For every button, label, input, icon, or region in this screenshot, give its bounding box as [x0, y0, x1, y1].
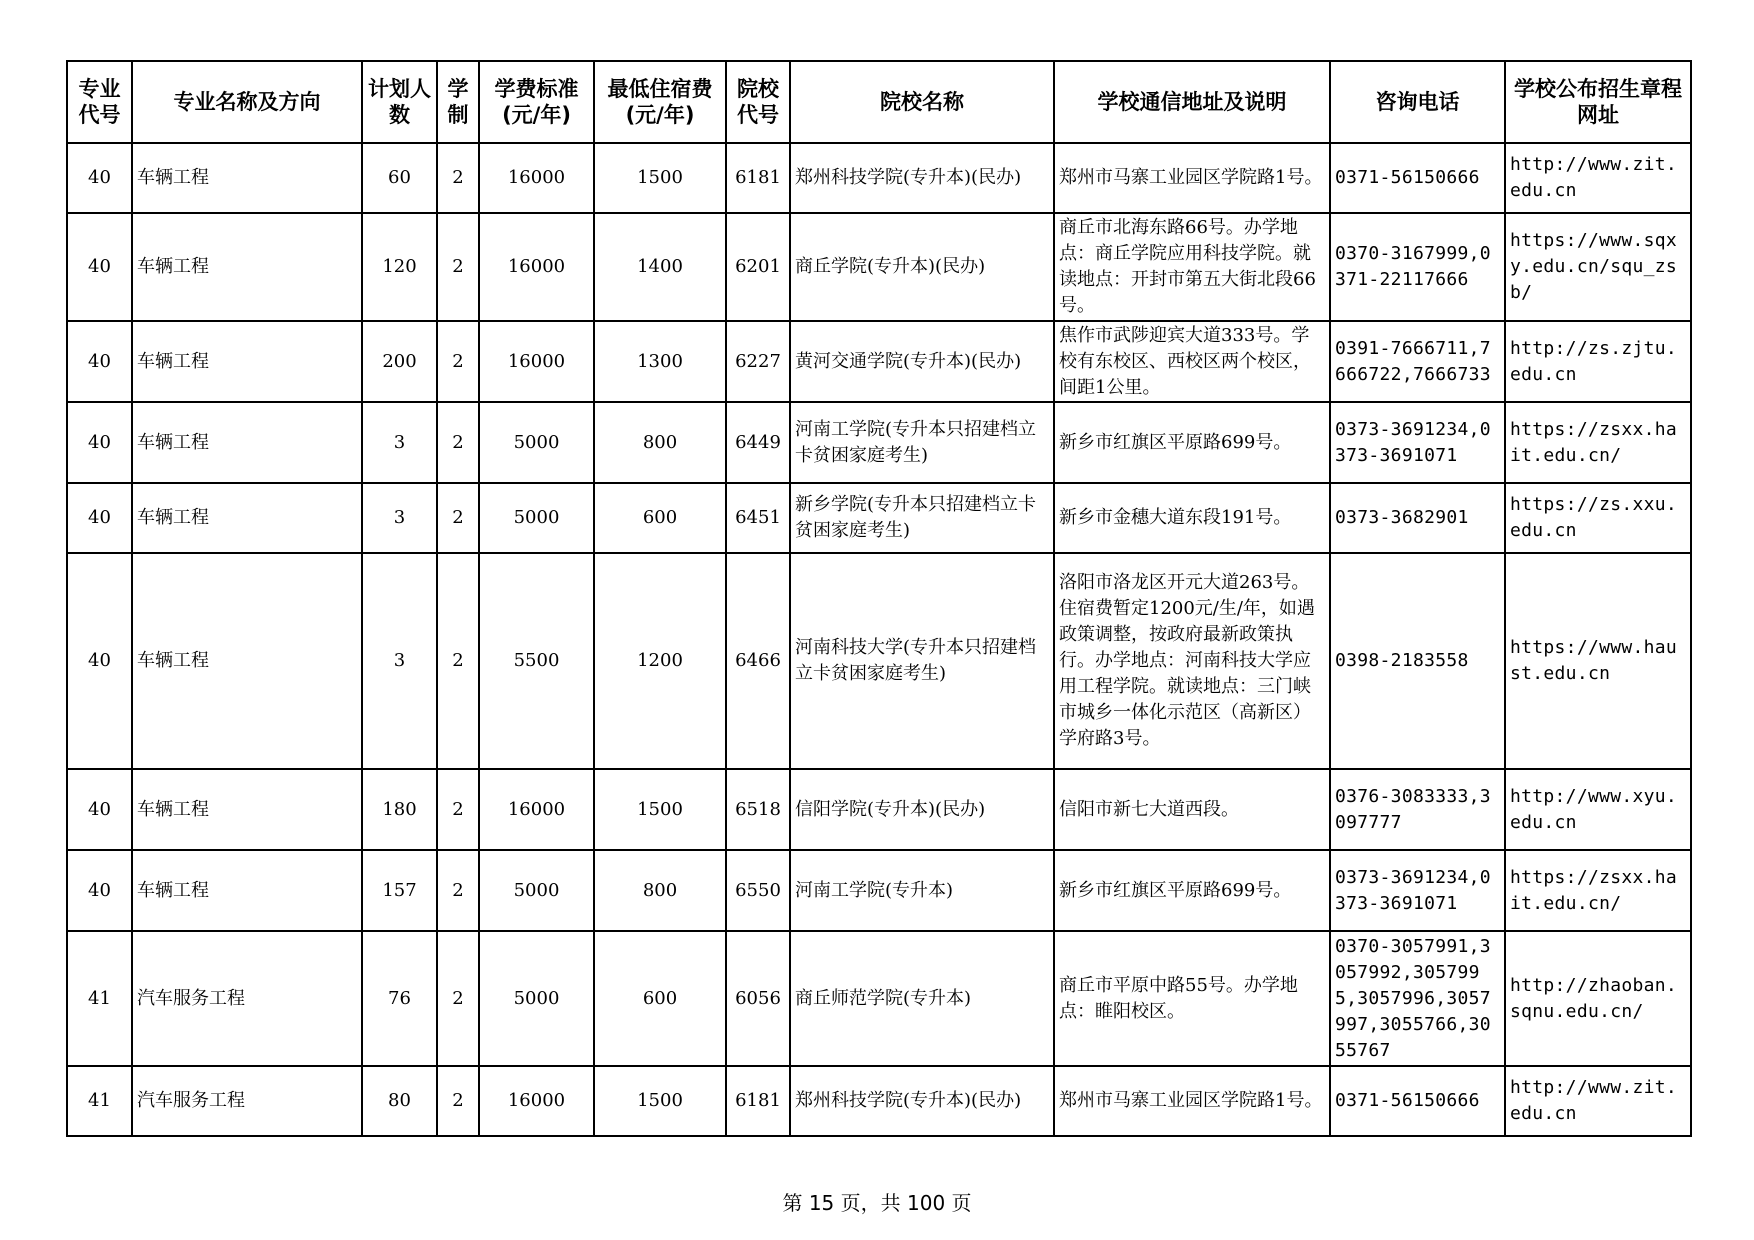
table-row	[67, 931, 1691, 1066]
cell-tuition: 5000	[479, 850, 594, 931]
cell-dorm-fee: 1200	[594, 553, 726, 769]
cell-plan-count: 180	[362, 769, 437, 850]
cell-dorm-fee: 1500	[594, 1066, 726, 1136]
cell-plan-count: 157	[362, 850, 437, 931]
admissions-table	[66, 60, 1692, 1137]
header-dorm-fee: 最低住宿费(元/年)	[594, 61, 726, 143]
cell-website: https://zs.xxu.edu.cn	[1505, 483, 1691, 553]
cell-website: https://www.sqxy.edu.cn/squ_zsb/	[1505, 213, 1691, 321]
cell-phone: 0371-56150666	[1330, 1066, 1505, 1136]
header-school-name: 院校名称	[790, 61, 1054, 143]
cell-school-name: 河南工学院(专升本只招建档立卡贫困家庭考生)	[790, 402, 1054, 483]
cell-phone: 0373-3691234,0373-3691071	[1330, 850, 1505, 931]
cell-duration: 2	[437, 553, 479, 769]
table-row	[67, 1066, 1691, 1136]
cell-tuition: 16000	[479, 321, 594, 402]
cell-website: http://zhaoban.sqnu.edu.cn/	[1505, 931, 1691, 1066]
cell-duration: 2	[437, 143, 479, 213]
cell-phone: 0373-3691234,0373-3691071	[1330, 402, 1505, 483]
cell-plan-count: 3	[362, 483, 437, 553]
cell-major-code: 40	[67, 402, 132, 483]
cell-dorm-fee: 800	[594, 402, 726, 483]
cell-dorm-fee: 600	[594, 483, 726, 553]
cell-tuition: 16000	[479, 143, 594, 213]
cell-tuition: 5000	[479, 402, 594, 483]
cell-school-code: 6451	[726, 483, 790, 553]
table-row	[67, 553, 1691, 769]
cell-dorm-fee: 1400	[594, 213, 726, 321]
cell-dorm-fee: 800	[594, 850, 726, 931]
header-major-name: 专业名称及方向	[132, 61, 362, 143]
header-major-code: 专业代号	[67, 61, 132, 143]
cell-school-name: 河南科技大学(专升本只招建档立卡贫困家庭考生)	[790, 553, 1054, 769]
cell-major-name: 汽车服务工程	[132, 931, 362, 1066]
cell-duration: 2	[437, 931, 479, 1066]
cell-duration: 2	[437, 769, 479, 850]
cell-plan-count: 3	[362, 553, 437, 769]
cell-school-code: 6227	[726, 321, 790, 402]
cell-school-code: 6550	[726, 850, 790, 931]
cell-duration: 2	[437, 213, 479, 321]
cell-phone: 0391-7666711,7666722,7666733	[1330, 321, 1505, 402]
cell-school-name: 信阳学院(专升本)(民办)	[790, 769, 1054, 850]
cell-address: 郑州市马寨工业园区学院路1号。	[1054, 1066, 1330, 1136]
cell-duration: 2	[437, 321, 479, 402]
cell-major-code: 40	[67, 483, 132, 553]
cell-major-code: 40	[67, 850, 132, 931]
cell-website: http://www.zit.edu.cn	[1505, 1066, 1691, 1136]
header-duration: 学制	[437, 61, 479, 143]
cell-address: 洛阳市洛龙区开元大道263号。住宿费暂定1200元/生/年，如遇政策调整，按政府最新政策执行。办学地点：河南科技大学应用工程学院。就读地点：三门峡市城乡一体化示范区（高新区）学府路3号。	[1054, 553, 1330, 769]
header-school-code: 院校代号	[726, 61, 790, 143]
cell-address: 信阳市新七大道西段。	[1054, 769, 1330, 850]
table-row	[67, 483, 1691, 553]
admissions-table-sheet	[66, 60, 1690, 1137]
cell-phone: 0373-3682901	[1330, 483, 1505, 553]
cell-phone: 0376-3083333,3097777	[1330, 769, 1505, 850]
cell-major-code: 41	[67, 1066, 132, 1136]
table-row	[67, 143, 1691, 213]
table-row	[67, 213, 1691, 321]
cell-address: 新乡市红旗区平原路699号。	[1054, 850, 1330, 931]
cell-dorm-fee: 600	[594, 931, 726, 1066]
cell-duration: 2	[437, 402, 479, 483]
cell-tuition: 5000	[479, 483, 594, 553]
cell-address: 郑州市马寨工业园区学院路1号。	[1054, 143, 1330, 213]
cell-phone: 0371-56150666	[1330, 143, 1505, 213]
cell-phone: 0370-3167999,0371-22117666	[1330, 213, 1505, 321]
table-row	[67, 321, 1691, 402]
cell-tuition: 16000	[479, 769, 594, 850]
header-tuition: 学费标准(元/年)	[479, 61, 594, 143]
cell-plan-count: 60	[362, 143, 437, 213]
cell-school-name: 郑州科技学院(专升本)(民办)	[790, 143, 1054, 213]
cell-website: https://zsxx.hait.edu.cn/	[1505, 850, 1691, 931]
cell-address: 商丘市平原中路55号。办学地点：睢阳校区。	[1054, 931, 1330, 1066]
cell-major-code: 40	[67, 321, 132, 402]
cell-school-code: 6181	[726, 143, 790, 213]
cell-school-name: 商丘学院(专升本)(民办)	[790, 213, 1054, 321]
cell-tuition: 5000	[479, 931, 594, 1066]
cell-major-code: 40	[67, 213, 132, 321]
cell-school-code: 6449	[726, 402, 790, 483]
cell-dorm-fee: 1500	[594, 769, 726, 850]
cell-major-code: 40	[67, 769, 132, 850]
cell-major-name: 汽车服务工程	[132, 1066, 362, 1136]
cell-website: https://zsxx.hait.edu.cn/	[1505, 402, 1691, 483]
cell-website: http://zs.zjtu.edu.cn	[1505, 321, 1691, 402]
cell-plan-count: 200	[362, 321, 437, 402]
cell-address: 焦作市武陟迎宾大道333号。学校有东校区、西校区两个校区，间距1公里。	[1054, 321, 1330, 402]
cell-dorm-fee: 1500	[594, 143, 726, 213]
cell-website: https://www.haust.edu.cn	[1505, 553, 1691, 769]
cell-major-code: 41	[67, 931, 132, 1066]
cell-dorm-fee: 1300	[594, 321, 726, 402]
header-phone: 咨询电话	[1330, 61, 1505, 143]
header-address: 学校通信地址及说明	[1054, 61, 1330, 143]
cell-major-name: 车辆工程	[132, 402, 362, 483]
cell-major-name: 车辆工程	[132, 769, 362, 850]
cell-phone: 0398-2183558	[1330, 553, 1505, 769]
cell-school-name: 郑州科技学院(专升本)(民办)	[790, 1066, 1054, 1136]
cell-school-code: 6181	[726, 1066, 790, 1136]
cell-major-code: 40	[67, 143, 132, 213]
table-header-row	[67, 61, 1691, 143]
cell-major-code: 40	[67, 553, 132, 769]
cell-tuition: 16000	[479, 213, 594, 321]
cell-plan-count: 80	[362, 1066, 437, 1136]
cell-major-name: 车辆工程	[132, 553, 362, 769]
cell-plan-count: 76	[362, 931, 437, 1066]
cell-website: http://www.xyu.edu.cn	[1505, 769, 1691, 850]
cell-address: 新乡市红旗区平原路699号。	[1054, 402, 1330, 483]
cell-address: 新乡市金穗大道东段191号。	[1054, 483, 1330, 553]
cell-major-name: 车辆工程	[132, 321, 362, 402]
cell-tuition: 5500	[479, 553, 594, 769]
page-number-footer: 第 15 页，共 100 页	[782, 1191, 972, 1215]
cell-major-name: 车辆工程	[132, 483, 362, 553]
cell-address: 商丘市北海东路66号。办学地点：商丘学院应用科技学院。就读地点：开封市第五大街北段66号。	[1054, 213, 1330, 321]
cell-website: http://www.zit.edu.cn	[1505, 143, 1691, 213]
cell-plan-count: 3	[362, 402, 437, 483]
cell-school-code: 6518	[726, 769, 790, 850]
cell-school-name: 商丘师范学院(专升本)	[790, 931, 1054, 1066]
cell-school-name: 河南工学院(专升本)	[790, 850, 1054, 931]
cell-school-code: 6201	[726, 213, 790, 321]
cell-school-code: 6056	[726, 931, 790, 1066]
cell-duration: 2	[437, 1066, 479, 1136]
cell-major-name: 车辆工程	[132, 213, 362, 321]
cell-tuition: 16000	[479, 1066, 594, 1136]
cell-major-name: 车辆工程	[132, 850, 362, 931]
table-row	[67, 850, 1691, 931]
cell-plan-count: 120	[362, 213, 437, 321]
cell-school-name: 黄河交通学院(专升本)(民办)	[790, 321, 1054, 402]
table-row	[67, 769, 1691, 850]
cell-duration: 2	[437, 850, 479, 931]
cell-duration: 2	[437, 483, 479, 553]
table-row	[67, 402, 1691, 483]
cell-school-name: 新乡学院(专升本只招建档立卡贫困家庭考生)	[790, 483, 1054, 553]
header-plan-count: 计划人数	[362, 61, 437, 143]
header-website: 学校公布招生章程网址	[1505, 61, 1691, 143]
cell-major-name: 车辆工程	[132, 143, 362, 213]
cell-school-code: 6466	[726, 553, 790, 769]
cell-phone: 0370-3057991,3057992,3057995,3057996,3057997,3055766,3055767	[1330, 931, 1505, 1066]
